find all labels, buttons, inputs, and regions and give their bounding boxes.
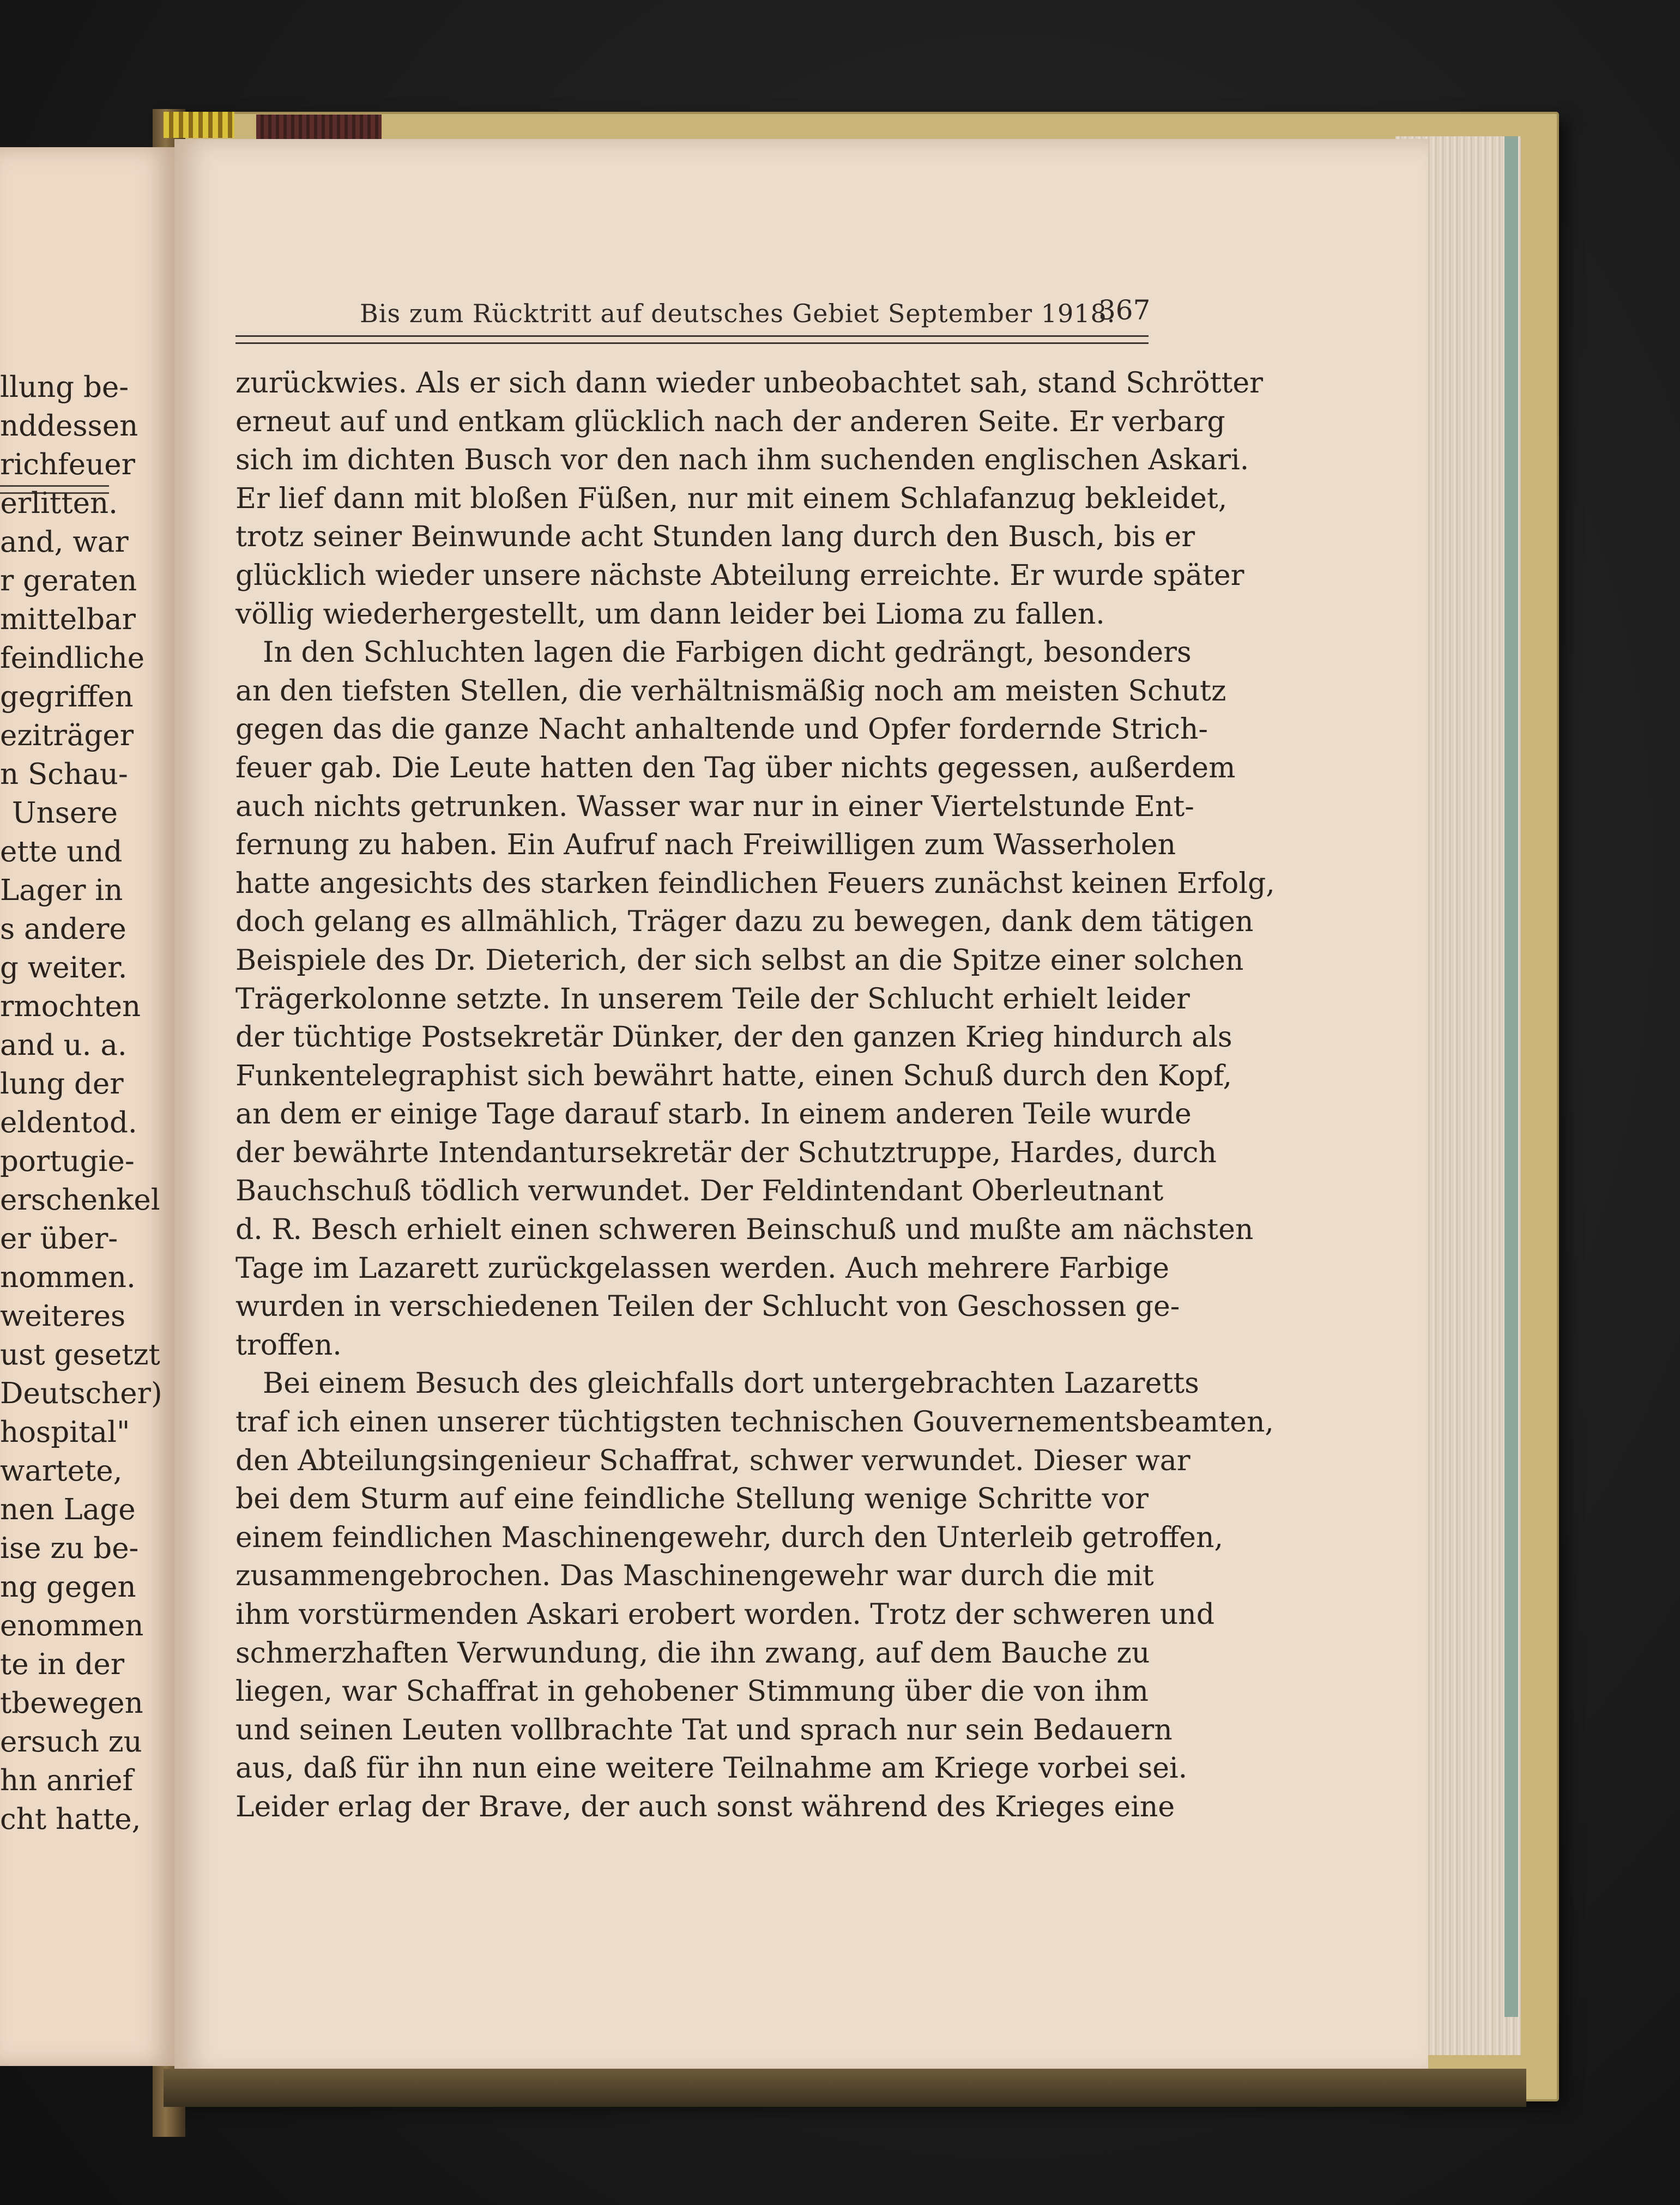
left-text-line: llung be- bbox=[0, 371, 129, 404]
text-line: und seinen Leuten vollbrachte Tat und sprach nur sein Bedauern bbox=[235, 1713, 1173, 1747]
left-text-line: erlitten. bbox=[0, 487, 118, 520]
text-line: traf ich einen unserer tüchtigsten technischen Gouvernementsbeamten, bbox=[235, 1406, 1274, 1439]
text-line: einem feindlichen Maschinengewehr, durch den Unterleib getroffen, bbox=[235, 1521, 1223, 1554]
left-text-line: cht hatte, bbox=[0, 1803, 141, 1836]
text-line: doch gelang es allmählich, Träger dazu zu bewegen, dank dem tätigen bbox=[235, 905, 1254, 939]
left-text-line: g weiter. bbox=[0, 951, 128, 984]
text-line: sich im dichten Busch vor den nach ihm suchenden englischen Askari. bbox=[235, 444, 1249, 477]
left-text-line: eldentod. bbox=[0, 1106, 137, 1139]
text-line: feuer gab. Die Leute hatten den Tag über nichts gegessen, außerdem bbox=[235, 751, 1236, 784]
text-line: d. R. Besch erhielt einen schweren Beinschuß und mußte am nächsten bbox=[235, 1213, 1254, 1247]
text-line: liegen, war Schaffrat in gehobener Stimmung über die von ihm bbox=[235, 1675, 1149, 1708]
text-line: bei dem Sturm auf eine feindliche Stellung wenige Schritte vor bbox=[235, 1483, 1149, 1516]
left-text-line: and, war bbox=[0, 525, 129, 559]
left-text-line: mittelbar bbox=[0, 603, 136, 636]
text-line: erneut auf und entkam glücklich nach der anderen Seite. Er verbarg bbox=[235, 405, 1225, 438]
left-page bbox=[0, 147, 174, 2066]
left-text-line: nen Lage bbox=[0, 1493, 136, 1526]
left-text-line: hospital" bbox=[0, 1416, 130, 1449]
body-text bbox=[235, 364, 1275, 1827]
left-text-line: Unsere bbox=[11, 796, 118, 830]
text-line: In den Schluchten lagen die Farbigen dicht gedrängt, besonders bbox=[263, 636, 1192, 669]
left-text-line: weiteres bbox=[0, 1300, 126, 1333]
left-text-line: eziträger bbox=[0, 719, 134, 752]
text-line: Er lief dann mit bloßen Füßen, nur mit einem Schlafanzug bekleidet, bbox=[235, 482, 1228, 515]
text-line: Leider erlag der Brave, der auch sonst während des Krieges eine bbox=[235, 1790, 1175, 1823]
text-line: der tüchtige Postsekretär Dünker, der den ganzen Krieg hindurch als bbox=[235, 1021, 1232, 1054]
text-line: troffen. bbox=[235, 1328, 342, 1362]
text-line: fernung zu haben. Ein Aufruf nach Freiwilligen zum Wasserholen bbox=[235, 829, 1176, 862]
left-text-line: ng gegen bbox=[0, 1570, 136, 1604]
text-line: ihm vorstürmenden Askari erobert worden. Trotz der schweren und bbox=[235, 1598, 1215, 1631]
text-line: gegen das die ganze Nacht anhaltende und Opfer fordernde Strich- bbox=[235, 713, 1208, 746]
text-line: trotz seiner Beinwunde acht Stunden lang durch den Busch, bis er bbox=[235, 521, 1195, 554]
text-line: der bewährte Intendantursekretär der Schutztruppe, Hardes, durch bbox=[235, 1136, 1217, 1169]
headband-yellow bbox=[164, 112, 234, 138]
endpaper-edge bbox=[1504, 136, 1518, 2017]
left-text-line: gegriffen bbox=[0, 680, 134, 714]
text-line: zusammengebrochen. Das Maschinengewehr war durch die mit bbox=[235, 1560, 1154, 1593]
left-text-line: tbewegen bbox=[0, 1687, 143, 1720]
text-line: Beispiele des Dr. Dieterich, der sich selbst an die Spitze einer solchen bbox=[235, 944, 1244, 977]
left-text-line: ust gesetzt bbox=[0, 1338, 160, 1372]
page-number: 367 bbox=[1098, 294, 1151, 326]
text-line: glücklich wieder unsere nächste Abteilung erreichte. Er wurde später bbox=[235, 559, 1244, 592]
text-line: Funkentelegraphist sich bewährt hatte, einen Schuß durch den Kopf, bbox=[235, 1059, 1232, 1092]
text-line: auch nichts getrunken. Wasser war nur in einer Viertelstunde Ent- bbox=[235, 790, 1194, 823]
text-line: hatte angesichts des starken feindlichen Feuers zunächst keinen Erfolg, bbox=[235, 867, 1275, 900]
left-text-line: rmochten bbox=[0, 990, 141, 1023]
running-head-rule bbox=[235, 335, 1149, 344]
running-head: Bis zum Rücktritt auf deutsches Gebiet September 1918. bbox=[360, 299, 1116, 328]
text-line: aus, daß für ihn nun eine weitere Teilnahme am Kriege vorbei sei. bbox=[235, 1752, 1188, 1785]
text-line: Bauchschuß tödlich verwundet. Der Feldintendant Oberleutnant bbox=[235, 1175, 1164, 1208]
text-line: Bei einem Besuch des gleichfalls dort untergebrachten Lazaretts bbox=[263, 1367, 1199, 1400]
left-text-line: and u. a. bbox=[0, 1029, 127, 1062]
left-text-line: ette und bbox=[0, 835, 123, 868]
left-text-line: wartete, bbox=[0, 1454, 123, 1488]
text-line: völlig wiederhergestellt, um dann leider bei Lioma zu fallen. bbox=[235, 597, 1105, 631]
left-text-line: s andere bbox=[0, 913, 126, 946]
text-line: wurden in verschiedenen Teilen der Schlucht von Geschossen ge- bbox=[235, 1290, 1180, 1324]
left-text-line: feindliche bbox=[0, 642, 145, 675]
text-line: an den tiefsten Stellen, die verhältnismäßig noch am meisten Schutz bbox=[235, 674, 1226, 708]
left-text-line: enommen bbox=[0, 1609, 144, 1642]
left-text-line: Deutscher) bbox=[0, 1377, 162, 1410]
left-text-line: te in der bbox=[0, 1648, 125, 1681]
left-text-line: erschenkel bbox=[0, 1183, 160, 1217]
left-text-line: hn anrief bbox=[0, 1764, 134, 1797]
text-line: Tage im Lazarett zurückgelassen werden. Auch mehrere Farbige bbox=[235, 1252, 1170, 1285]
left-text-line: richfeuer bbox=[0, 448, 135, 481]
left-text-line: nddessen bbox=[0, 409, 138, 443]
left-text-line: er über- bbox=[0, 1222, 118, 1255]
left-text-line: ersuch zu bbox=[0, 1725, 142, 1759]
left-text-line: ise zu be- bbox=[0, 1532, 139, 1565]
left-text-line: n Schau- bbox=[0, 758, 128, 791]
text-line: schmerzhaften Verwundung, die ihn zwang, auf dem Bauche zu bbox=[235, 1636, 1150, 1670]
text-line: den Abteilungsingenieur Schaffrat, schwer verwundet. Dieser war bbox=[235, 1444, 1190, 1477]
left-text-line: r geraten bbox=[0, 564, 137, 597]
left-text-line: lung der bbox=[0, 1067, 124, 1101]
left-text-line: nommen. bbox=[0, 1261, 136, 1294]
left-text-line: Lager in bbox=[0, 874, 123, 907]
text-line: an dem er einige Tage darauf starb. In einem anderen Teile wurde bbox=[235, 1098, 1192, 1131]
text-line: Trägerkolonne setzte. In unserem Teile der Schlucht erhielt leider bbox=[235, 982, 1190, 1016]
left-text-line: portugie- bbox=[0, 1145, 135, 1178]
text-line: zurückwies. Als er sich dann wieder unbeobachtet sah, stand Schrötter bbox=[235, 367, 1263, 400]
cover-bottom-edge bbox=[164, 2069, 1526, 2107]
